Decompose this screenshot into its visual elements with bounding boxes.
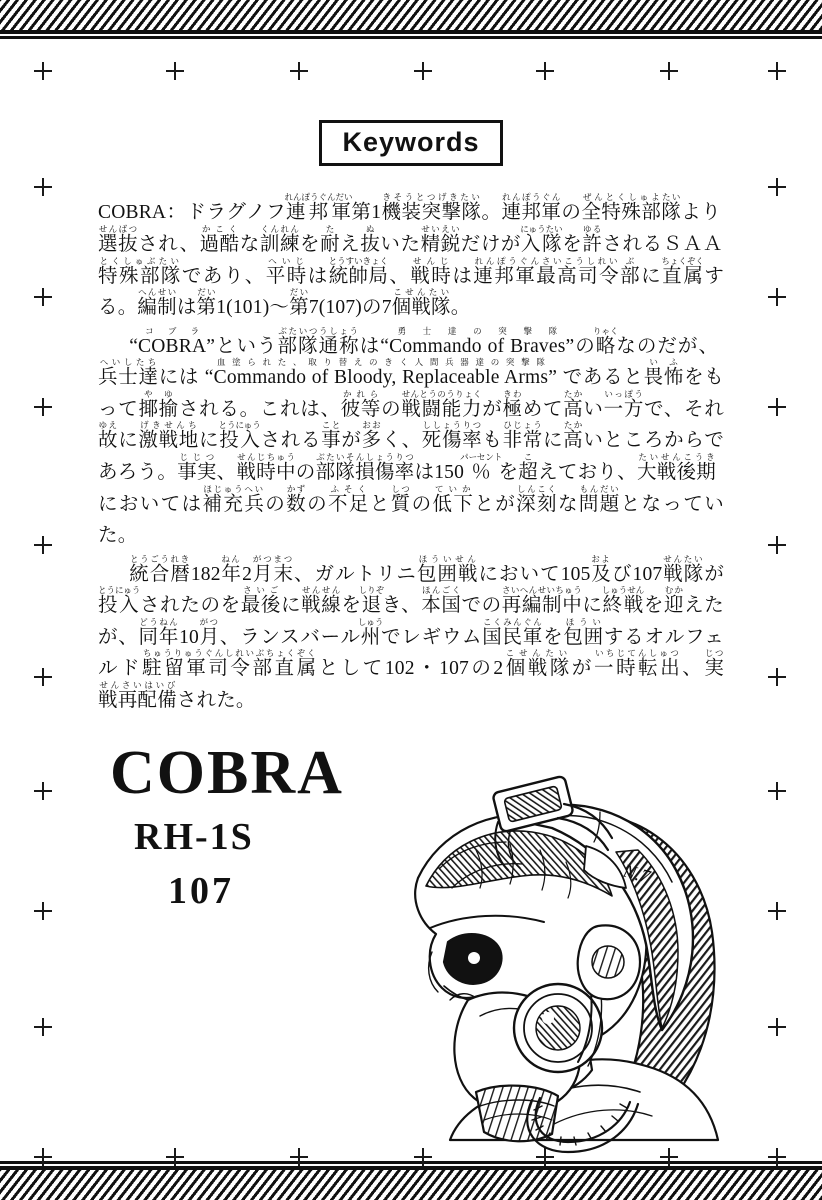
paragraph-3: 統合暦とうごうれき182年ねん2月末がつまつ、ガルトリニ包囲戦ほういせんにおいて105及および107戦隊せんたいが投入とうにゅうされたのを最後さいごに戦線せんせんを退しりぞき、本国ほんごくでの再編制中さいへんせいちゅうに終戦しゅうせんを迎むかえたが、同年どうねん10月がつ、ランスバール州しゅうでレギウム国民軍こくみんぐんを包囲ほういするオルフェルド駐留軍司令部直属ちゅうりゅうぐんしれいぶちょくぞくとして102・107の2個戦隊こせんたいが一時転出いちじてんしゅつ、実じつ戦再配備せんさいはいびされた。: [98, 553, 725, 712]
registration-mark: [768, 62, 786, 80]
plate-unit-number: 107: [168, 870, 234, 912]
top-rule: [0, 36, 822, 39]
registration-mark: [34, 288, 52, 306]
registration-mark: [768, 1148, 786, 1166]
registration-mark: [34, 398, 52, 416]
plate-title-block: [110, 739, 400, 912]
registration-mark: [34, 178, 52, 196]
registration-mark: [34, 62, 52, 80]
registration-mark: [768, 536, 786, 554]
bottom-hatch-band: [0, 1166, 822, 1200]
registration-mark: [34, 668, 52, 686]
registration-mark: [34, 1018, 52, 1036]
registration-mark: [768, 668, 786, 686]
article-body: [98, 192, 724, 716]
registration-mark: [768, 782, 786, 800]
keywords-heading: Keywords: [319, 120, 502, 166]
top-hatch-band: [0, 0, 822, 34]
keywords-heading-wrap: [98, 120, 724, 166]
article-content: [98, 58, 724, 719]
paragraph-2: “COBRAコブラ”という部隊通称ぶたいつうしょうは“Commando of Braves勇士達の突撃隊”の略りゃくなのだが、兵士達へいしたちには “Commando of Bloody, Replaceable Arms血塗られた、取り替えのきく人間兵器達の突撃隊” であると畏怖いふをもって揶揄やゆされる。これは、彼等かれらの戦闘能力せんとうのうりょくが極きわめて高たかい一方いっぽうで、それ故ゆえに激戦地げきせんちに投入とうにゅうされる事ことが多おおく、死傷率ししょうりつも非常ひじょうに高たかいところからであろう。事実じじつ、戦時中せんじちゅうの部隊損傷率ぶたいそんしょうりつは150％パーセントを超こえており、大戦後期たいせんこうきにおいては補充兵ほじゅうへいの数かずの不足ふそくと質しつの低下ていかとが深刻しんこくな問題もんだいとなっていた。: [98, 325, 725, 547]
registration-mark: [768, 1018, 786, 1036]
helmet-marking-text: N.7: [620, 860, 653, 889]
registration-mark: [768, 902, 786, 920]
registration-mark: [768, 178, 786, 196]
registration-mark: [768, 398, 786, 416]
registration-mark: [34, 536, 52, 554]
paragraph-1: COBRA：ドラグノフ連邦軍れんぽうぐんだい第1機装突撃隊きそうとつげきたい。連邦軍れんぽうぐんの全特殊部ぜんとくしゅよ隊たいより選抜せんばつされ、過酷かこくな訓練くんれんを耐たえ抜ぬいた精鋭せいえいだけが入隊にゅうたいを許ゆるされるＳＡＡ特殊部隊とくしゅぶたいであり、平時へいじは統帥局とうすいきょく、戦時せんじは連邦軍最高司令れんぽうぐんさいこうしれい部ぶに直属ちょくぞくする。編制へんせいは第だい1(101)～第だい7(107)の7個戦隊こせんたい。: [98, 192, 725, 319]
registration-mark: [34, 1148, 52, 1166]
registration-mark: [34, 782, 52, 800]
plate-title: COBRA: [110, 739, 344, 807]
bottom-rule: [0, 1161, 822, 1164]
plate-model: RH-1S: [134, 816, 254, 858]
registration-mark: [34, 902, 52, 920]
registration-mark: [768, 288, 786, 306]
registration-mark: [166, 1148, 184, 1166]
